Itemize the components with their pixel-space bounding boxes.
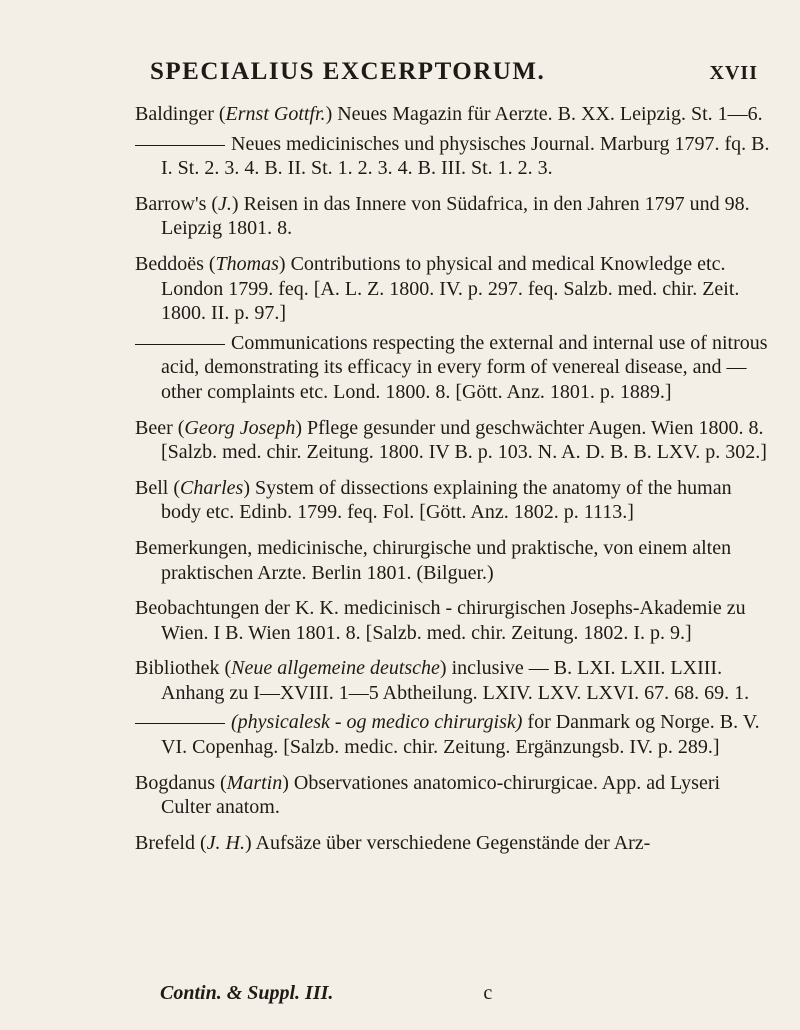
entry-barrow: Barrow's (J.) Reisen in das Innere von Südafrica, in den Jahren 1797 und 98. Leipzig 1801. 8. (135, 192, 750, 240)
entry-beddoes: Beddoës (Thomas) Contributions to physical and medical Knowledge etc. London 1799. feq. [A. L. Z. 1800. IV. p. 297. feq. Salzb. med. chir. Zeit. 1800. II. p. 97.] (135, 252, 740, 325)
page-number: XVII (709, 62, 758, 84)
entry-beer: Beer (Georg Joseph) Pflege gesunder und geschwächter Augen. Wien 1800. 8. [Salzb. med. chir. Zeitung. 1800. IV B. p. 103. N. A. D. B. B. LXV. p. 302.] (135, 416, 767, 464)
entry-bibliothek-danmark: (physicalesk - og medico chirurgisk) for Danmark og Norge. B. V. VI. Copenhag. [Salzb. medic. chir. Zeitung. Ergänzungsb. IV. p. 289.] (135, 710, 775, 759)
entry-bibliothek: Bibliothek (Neue allgemeine deutsche) inclusive — B. LXI. LXII. LXIII. Anhang zu I—XVIII. 1—5 Abtheilung. LXIV. LXV. LXVI. 67. 68. 69. 1. (135, 657, 750, 704)
signature-mark: c (483, 982, 493, 1004)
entry-baldinger: Baldinger (Ernst Gottfr.) Neues Magazin für Aerzte. B. XX. Leipzig. St. 1—6. (135, 103, 763, 125)
entry-bogdanus: Bogdanus (Martin) Observationes anatomico-chirurgicae. App. ad Lyseri Culter anatom. (135, 771, 721, 819)
bibliography-list (135, 102, 775, 866)
ditto-dash (135, 145, 225, 146)
entry-beddoes-communications: Communications respecting the external and internal use of nitrous acid, demonstrating its efficacy in every form of venereal disease, and — other complaints etc. Lond. 1800. 8. [Gött. Anz. 1801. p. 1889.] (135, 331, 775, 405)
ditto-dash (135, 344, 225, 345)
entry-beobachtungen: Beobachtungen der K. K. medicinisch - chirurgischen Josephs-Akademie zu Wien. I B. Wien 1801. 8. [Salzb. med. chir. Zeitung. 1802. I. p. 9.] (135, 597, 746, 644)
entry-baldinger-journal: Neues medicinisches und physisches Journal. Marburg 1797. fq. B. I. St. 2. 3. 4. B. II. St. 1. 2. 3. 4. B. III. St. 1. 2. 3. (135, 132, 775, 181)
entry-bell: Bell (Charles) System of dissections explaining the anatomy of the human body etc. Edinb. 1799. feq. Fol. [Gött. Anz. 1802. p. 1113.] (135, 476, 732, 524)
page-footer (160, 982, 720, 1005)
running-header (150, 58, 770, 86)
page-title: SPECIALIUS EXCERPTORUM. (150, 58, 546, 85)
entry-brefeld: Brefeld (J. H.) Aufsäze über verschiedene Gegenstände der Arz- (135, 831, 651, 854)
entry-bemerkungen: Bemerkungen, medicinische, chirurgische und praktische, von einem alten praktischen Arzte. Berlin 1801. (Bilguer.) (135, 536, 732, 584)
ditto-dash (135, 723, 225, 724)
signature-line: Contin. & Suppl. III. (160, 982, 334, 1004)
